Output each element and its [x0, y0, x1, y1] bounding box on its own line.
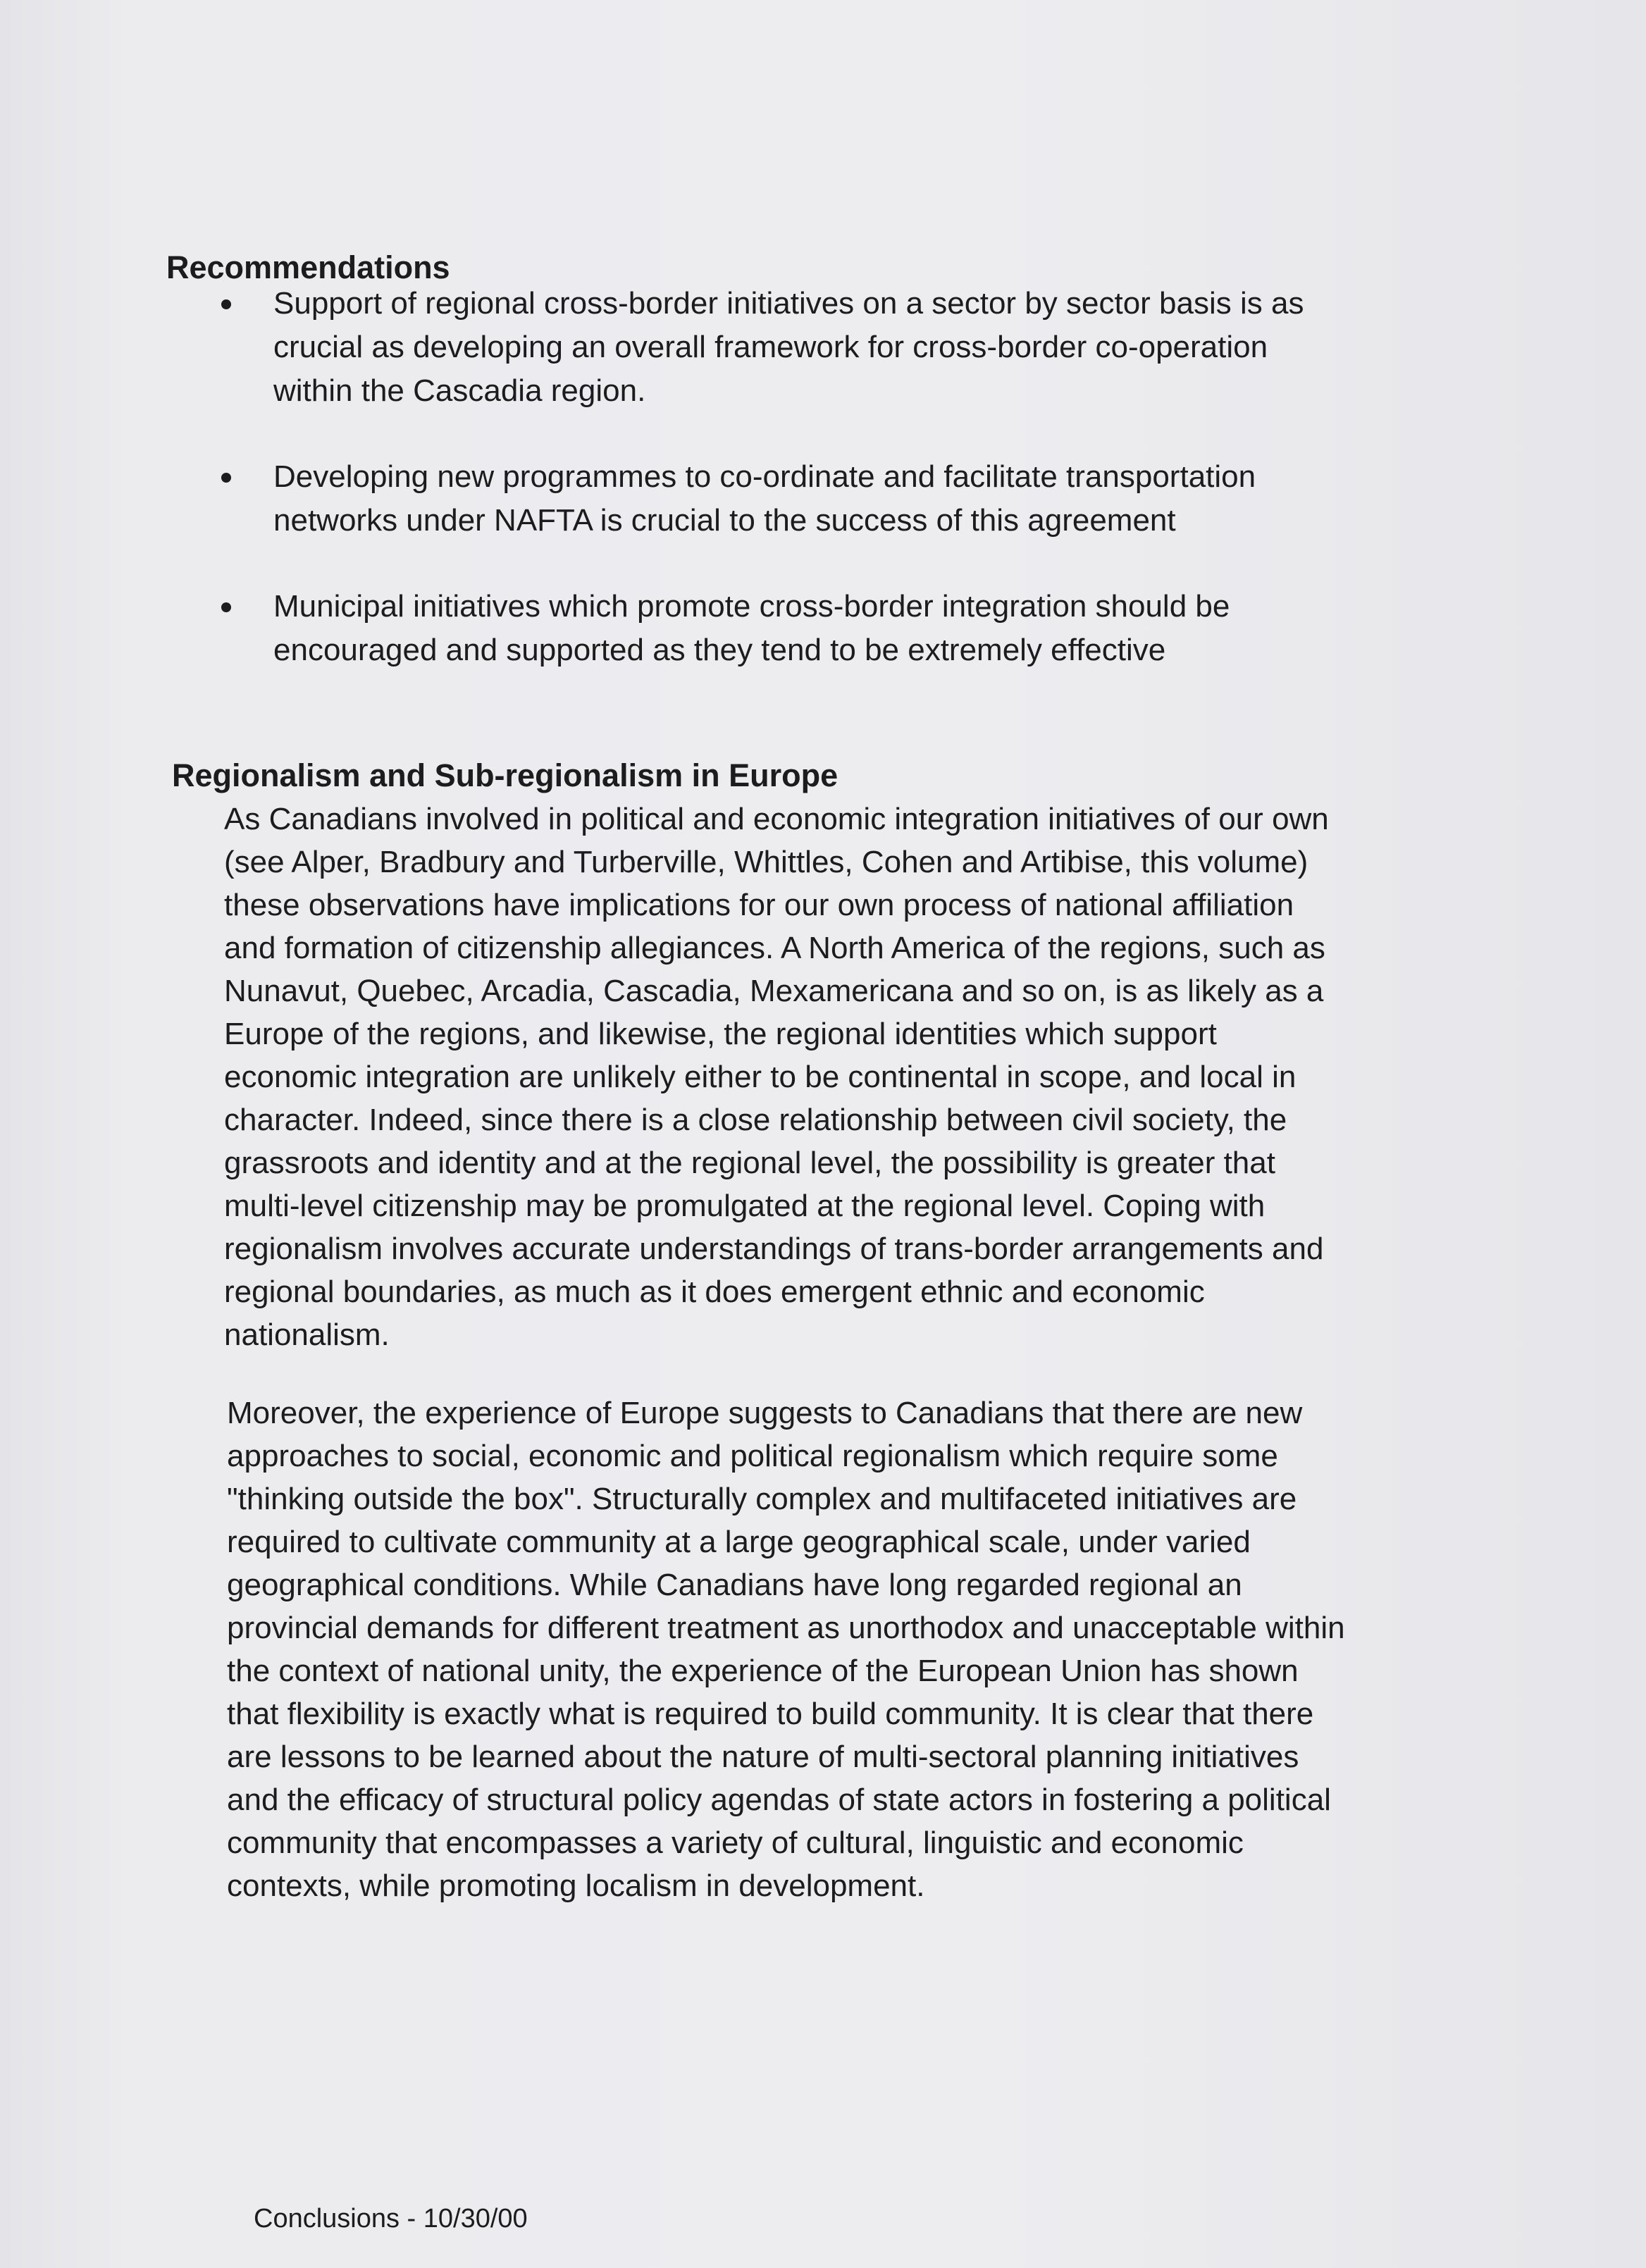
text-line: crucial as developing an overall framework for cross-border co-operation	[273, 330, 1268, 364]
text-line: and the efficacy of structural policy agendas of state actors in fostering a political	[227, 1783, 1331, 1817]
regionalism-paragraph-2	[227, 1392, 1566, 1907]
text-line: Moreover, the experience of Europe suggests to Canadians that there are new	[227, 1396, 1303, 1430]
text-line: these observations have implications for our own process of national affiliation	[224, 888, 1294, 922]
bullet-icon	[221, 473, 231, 483]
text-line: approaches to social, economic and political regionalism which require some	[227, 1439, 1278, 1473]
text-line: Nunavut, Quebec, Arcadia, Cascadia, Mexamericana and so on, is as likely as a	[224, 974, 1324, 1008]
text-line: regional boundaries, as much as it does emergent ethnic and economic	[224, 1275, 1205, 1309]
text-line: networks under NAFTA is crucial to the success of this agreement	[273, 503, 1176, 538]
text-line: geographical conditions. While Canadians have long regarded regional an	[227, 1568, 1242, 1602]
text-line: grassroots and identity and at the regional level, the possibility is greater that	[224, 1146, 1275, 1180]
text-line: "thinking outside the box". Structurally complex and multifaceted initiatives are	[227, 1482, 1297, 1516]
text-line: required to cultivate community at a large geographical scale, under varied	[227, 1525, 1251, 1559]
text-line: Developing new programmes to co-ordinate and facilitate transportation	[273, 459, 1256, 494]
text-line: Support of regional cross-border initiatives on a sector by sector basis is as	[273, 286, 1304, 321]
text-line: multi-level citizenship may be promulgated at the regional level. Coping with	[224, 1189, 1266, 1223]
text-line: character. Indeed, since there is a close relationship between civil society, the	[224, 1103, 1287, 1137]
regionalism-paragraph-1	[224, 798, 1563, 1356]
text-line: contexts, while promoting localism in development.	[227, 1869, 925, 1903]
regionalism-heading: Regionalism and Sub-regionalism in Europe	[172, 757, 839, 793]
text-line: that flexibility is exactly what is required to build community. It is clear that there	[227, 1697, 1314, 1731]
bullet-icon	[221, 299, 231, 309]
page-footer: Conclusions - 10/30/00	[254, 2204, 528, 2233]
text-line: As Canadians involved in political and economic integration initiatives of our own	[224, 802, 1329, 836]
text-line: Municipal initiatives which promote cross-border integration should be	[273, 589, 1230, 624]
text-line: (see Alper, Bradbury and Turberville, Whittles, Cohen and Artibise, this volume)	[224, 845, 1308, 879]
text-line: nationalism.	[224, 1318, 390, 1352]
text-line: are lessons to be learned about the nature of multi-sectoral planning initiatives	[227, 1740, 1299, 1774]
recommendations-heading: Recommendations	[166, 249, 450, 285]
text-line: and formation of citizenship allegiances. A North America of the regions, such as	[224, 931, 1325, 965]
bullet-icon	[221, 602, 231, 612]
text-line: Europe of the regions, and likewise, the regional identities which support	[224, 1017, 1217, 1051]
text-line: within the Cascadia region.	[273, 373, 646, 408]
list-item	[216, 585, 1484, 672]
text-line: the context of national unity, the experience of the European Union has shown	[227, 1654, 1299, 1688]
text-line: provincial demands for different treatment as unorthodox and unacceptable within	[227, 1611, 1345, 1645]
recommendations-list	[216, 282, 1484, 714]
text-line: regionalism involves accurate understandings of trans-border arrangements and	[224, 1232, 1324, 1266]
list-item	[216, 455, 1484, 543]
text-line: community that encompasses a variety of cultural, linguistic and economic	[227, 1826, 1244, 1860]
text-line: economic integration are unlikely either to be continental in scope, and local in	[224, 1060, 1297, 1094]
list-item	[216, 282, 1484, 413]
text-line: encouraged and supported as they tend to be extremely effective	[273, 633, 1166, 667]
